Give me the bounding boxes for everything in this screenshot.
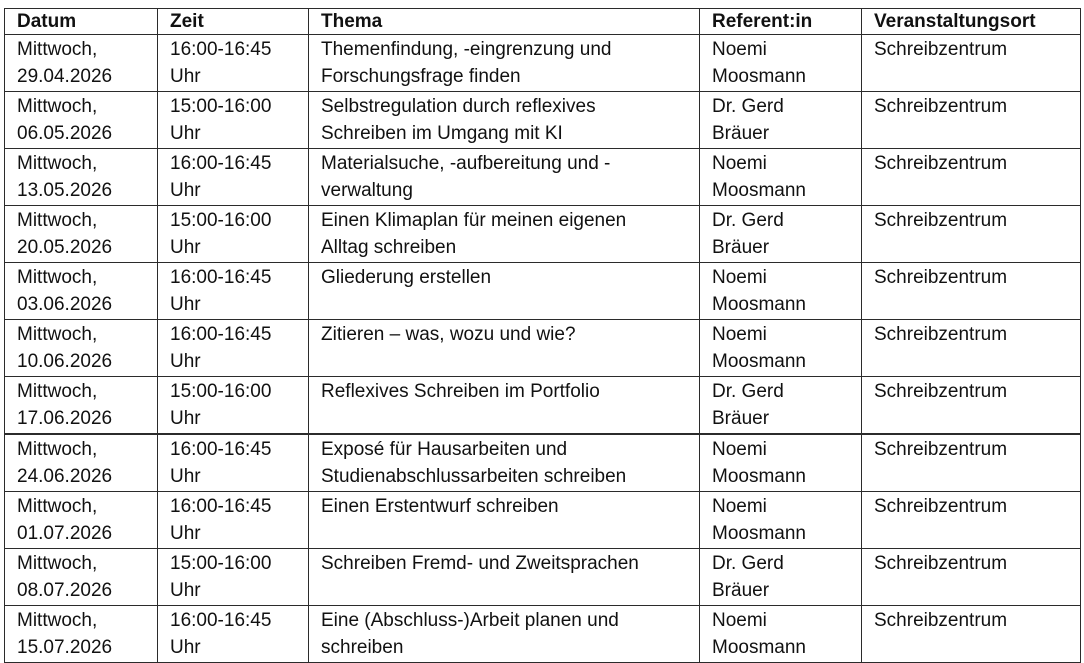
cell-referent-line: Dr. Gerd	[712, 381, 784, 402]
cell-referent	[700, 549, 862, 606]
cell-datum-line: 17.06.2026	[17, 408, 113, 429]
cell-referent-line: Dr. Gerd	[712, 553, 784, 574]
cell-referent-line: Moosmann	[712, 66, 806, 87]
cell-referent-line: Dr. Gerd	[712, 210, 784, 231]
cell-datum	[5, 320, 158, 377]
cell-datum	[5, 35, 158, 92]
cell-thema-line: Forschungsfrage finden	[321, 66, 521, 87]
cell-thema-line: Einen Erstentwurf schreiben	[321, 496, 559, 517]
cell-referent	[700, 206, 862, 263]
cell-thema	[309, 549, 700, 606]
cell-referent-line: Bräuer	[712, 237, 770, 258]
cell-referent-line: Moosmann	[712, 466, 806, 487]
cell-zeit-line: 15:00-16:00	[170, 553, 272, 574]
cell-veranstaltungsort	[862, 434, 1081, 492]
cell-veranstaltungsort	[862, 206, 1081, 263]
table-row	[5, 149, 1081, 206]
schedule-body	[5, 35, 1081, 663]
cell-zeit	[158, 35, 309, 92]
cell-veranstaltungsort	[862, 377, 1081, 435]
cell-zeit	[158, 206, 309, 263]
cell-referent-line: Noemi	[712, 439, 767, 460]
table-row	[5, 320, 1081, 377]
cell-thema-line: Eine (Abschluss-)Arbeit planen und	[321, 610, 619, 631]
cell-referent-line: Bräuer	[712, 408, 770, 429]
cell-zeit	[158, 320, 309, 377]
cell-thema	[309, 149, 700, 206]
cell-zeit-line: 16:00-16:45	[170, 39, 272, 60]
table-row	[5, 377, 1081, 435]
cell-thema	[309, 320, 700, 377]
cell-thema	[309, 434, 700, 492]
cell-zeit-line: 16:00-16:45	[170, 153, 272, 174]
cell-referent-line: Bräuer	[712, 580, 770, 601]
cell-veranstaltungsort-line: Schreibzentrum	[874, 496, 1008, 517]
cell-thema-line: Gliederung erstellen	[321, 267, 492, 288]
cell-zeit-line: Uhr	[170, 351, 201, 372]
cell-thema-line: Schreiben Fremd- und Zweitsprachen	[321, 553, 639, 574]
cell-zeit-line: Uhr	[170, 180, 201, 201]
table-row	[5, 492, 1081, 549]
cell-zeit	[158, 434, 309, 492]
cell-referent-line: Noemi	[712, 610, 767, 631]
cell-referent-line: Moosmann	[712, 180, 806, 201]
cell-datum	[5, 549, 158, 606]
cell-veranstaltungsort	[862, 492, 1081, 549]
cell-referent-line: Moosmann	[712, 637, 806, 658]
cell-thema	[309, 206, 700, 263]
cell-veranstaltungsort-line: Schreibzentrum	[874, 153, 1008, 174]
cell-thema	[309, 263, 700, 320]
cell-veranstaltungsort	[862, 92, 1081, 149]
schedule-table	[4, 8, 1081, 663]
cell-referent	[700, 434, 862, 492]
cell-referent-line: Noemi	[712, 496, 767, 517]
table-row	[5, 263, 1081, 320]
cell-thema	[309, 492, 700, 549]
header-veranstaltungsort: Veranstaltungsort	[862, 9, 1081, 35]
cell-referent-line: Noemi	[712, 39, 767, 60]
cell-veranstaltungsort-line: Schreibzentrum	[874, 39, 1008, 60]
cell-datum-line: Mittwoch,	[17, 96, 98, 117]
table-row	[5, 92, 1081, 149]
cell-referent	[700, 263, 862, 320]
cell-veranstaltungsort-line: Schreibzentrum	[874, 324, 1008, 345]
cell-referent-line: Moosmann	[712, 523, 806, 544]
cell-veranstaltungsort-line: Schreibzentrum	[874, 381, 1008, 402]
header-referent: Referent:in	[700, 9, 862, 35]
cell-veranstaltungsort	[862, 263, 1081, 320]
cell-referent-line: Dr. Gerd	[712, 96, 784, 117]
cell-datum-line: Mittwoch,	[17, 496, 98, 517]
cell-datum	[5, 263, 158, 320]
cell-datum-line: 03.06.2026	[17, 294, 113, 315]
cell-zeit	[158, 263, 309, 320]
cell-veranstaltungsort-line: Schreibzentrum	[874, 553, 1008, 574]
cell-thema-line: Materialsuche, -aufbereitung und -	[321, 153, 611, 174]
cell-datum-line: Mittwoch,	[17, 553, 98, 574]
cell-veranstaltungsort	[862, 149, 1081, 206]
cell-datum-line: Mittwoch,	[17, 439, 98, 460]
cell-veranstaltungsort	[862, 549, 1081, 606]
cell-zeit-line: 16:00-16:45	[170, 610, 272, 631]
cell-thema-line: Zitieren – was, wozu und wie?	[321, 324, 576, 345]
cell-thema-line: Einen Klimaplan für meinen eigenen	[321, 210, 627, 231]
cell-referent-line: Moosmann	[712, 351, 806, 372]
cell-zeit-line: Uhr	[170, 408, 201, 429]
cell-datum-line: 20.05.2026	[17, 237, 113, 258]
cell-datum-line: Mittwoch,	[17, 210, 98, 231]
cell-thema-line: Themenfindung, -eingrenzung und	[321, 39, 612, 60]
cell-veranstaltungsort-line: Schreibzentrum	[874, 439, 1008, 460]
cell-datum-line: 01.07.2026	[17, 523, 113, 544]
cell-datum-line: Mittwoch,	[17, 381, 98, 402]
cell-veranstaltungsort	[862, 320, 1081, 377]
cell-zeit-line: Uhr	[170, 294, 201, 315]
table-row	[5, 206, 1081, 263]
cell-datum-line: 13.05.2026	[17, 180, 113, 201]
cell-zeit	[158, 377, 309, 435]
table-row	[5, 549, 1081, 606]
cell-thema-line: Exposé für Hausarbeiten und	[321, 439, 568, 460]
cell-thema-line: Reflexives Schreiben im Portfolio	[321, 381, 600, 402]
cell-datum-line: Mittwoch,	[17, 324, 98, 345]
cell-referent	[700, 320, 862, 377]
header-thema: Thema	[309, 9, 700, 35]
cell-datum-line: Mittwoch,	[17, 153, 98, 174]
header-zeit: Zeit	[158, 9, 309, 35]
cell-thema-line: Studienabschlussarbeiten schreiben	[321, 466, 627, 487]
cell-zeit-line: 15:00-16:00	[170, 210, 272, 231]
cell-veranstaltungsort-line: Schreibzentrum	[874, 267, 1008, 288]
table-row	[5, 434, 1081, 492]
cell-zeit-line: Uhr	[170, 66, 201, 87]
cell-zeit-line: Uhr	[170, 123, 201, 144]
cell-datum-line: 06.05.2026	[17, 123, 113, 144]
cell-thema-line: schreiben	[321, 637, 404, 658]
cell-datum-line: 15.07.2026	[17, 637, 113, 658]
cell-thema-line: Selbstregulation durch reflexives	[321, 96, 596, 117]
cell-referent	[700, 92, 862, 149]
cell-datum-line: Mittwoch,	[17, 610, 98, 631]
cell-referent-line: Noemi	[712, 153, 767, 174]
cell-zeit	[158, 92, 309, 149]
cell-datum	[5, 434, 158, 492]
cell-veranstaltungsort-line: Schreibzentrum	[874, 610, 1008, 631]
cell-zeit	[158, 149, 309, 206]
cell-zeit-line: 15:00-16:00	[170, 96, 272, 117]
cell-veranstaltungsort-line: Schreibzentrum	[874, 96, 1008, 117]
cell-zeit-line: 15:00-16:00	[170, 381, 272, 402]
cell-datum-line: Mittwoch,	[17, 39, 98, 60]
cell-zeit-line: Uhr	[170, 466, 201, 487]
cell-referent-line: Noemi	[712, 267, 767, 288]
cell-referent	[700, 149, 862, 206]
cell-thema	[309, 35, 700, 92]
cell-zeit-line: Uhr	[170, 637, 201, 658]
header-datum: Datum	[5, 9, 158, 35]
cell-veranstaltungsort-line: Schreibzentrum	[874, 210, 1008, 231]
cell-veranstaltungsort	[862, 35, 1081, 92]
cell-thema-line: Schreiben im Umgang mit KI	[321, 123, 563, 144]
cell-referent-line: Bräuer	[712, 123, 770, 144]
cell-zeit-line: Uhr	[170, 580, 201, 601]
cell-zeit-line: 16:00-16:45	[170, 267, 272, 288]
cell-referent-line: Noemi	[712, 324, 767, 345]
cell-datum	[5, 92, 158, 149]
cell-datum-line: 24.06.2026	[17, 466, 113, 487]
cell-datum	[5, 377, 158, 435]
cell-thema-line: verwaltung	[321, 180, 413, 201]
cell-zeit	[158, 549, 309, 606]
cell-datum	[5, 149, 158, 206]
cell-referent	[700, 492, 862, 549]
table-row	[5, 35, 1081, 92]
cell-zeit-line: Uhr	[170, 523, 201, 544]
cell-datum-line: 08.07.2026	[17, 580, 113, 601]
cell-datum-line: 29.04.2026	[17, 66, 113, 87]
cell-referent-line: Moosmann	[712, 294, 806, 315]
cell-referent	[700, 377, 862, 435]
header-row	[5, 9, 1081, 35]
cell-zeit-line: 16:00-16:45	[170, 439, 272, 460]
cell-zeit	[158, 492, 309, 549]
cell-datum-line: 10.06.2026	[17, 351, 113, 372]
cell-zeit-line: Uhr	[170, 237, 201, 258]
cell-datum-line: Mittwoch,	[17, 267, 98, 288]
cell-thema-line: Alltag schreiben	[321, 237, 457, 258]
cell-zeit-line: 16:00-16:45	[170, 496, 272, 517]
schedule-document	[4, 8, 1081, 663]
cell-thema	[309, 92, 700, 149]
cell-datum	[5, 492, 158, 549]
cell-thema	[309, 377, 700, 435]
cell-zeit-line: 16:00-16:45	[170, 324, 272, 345]
cell-datum	[5, 206, 158, 263]
cell-referent	[700, 35, 862, 92]
